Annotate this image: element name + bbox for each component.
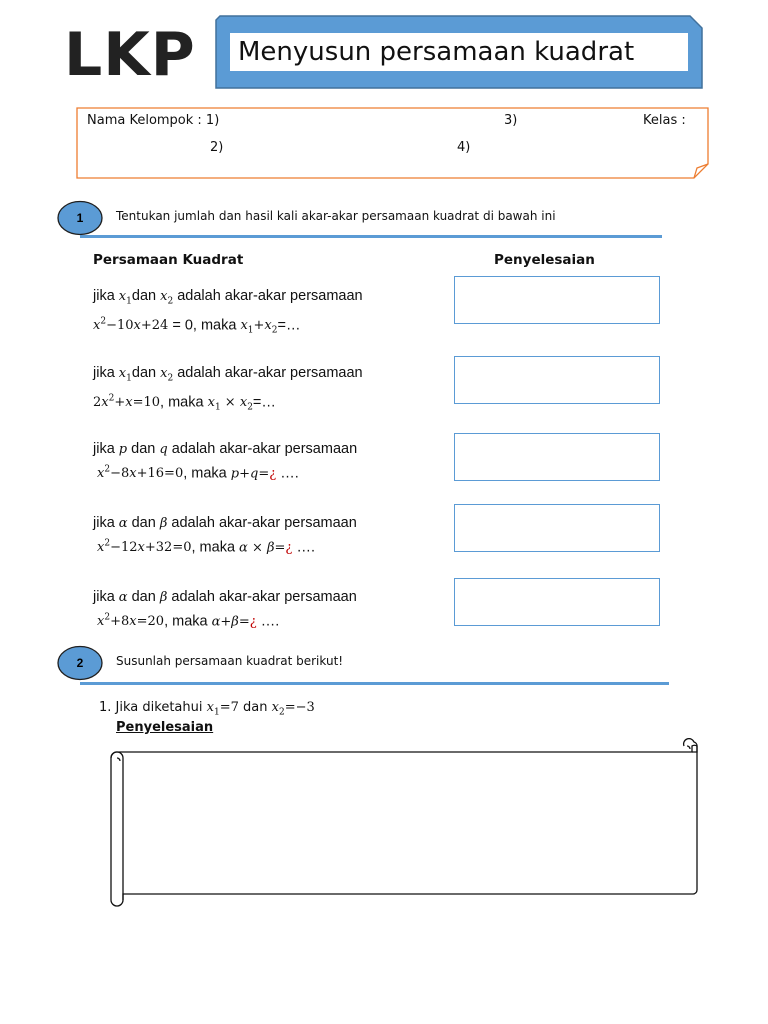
problem-5-line-1 [93,587,357,608]
section-1-underline [80,235,662,238]
problem-4 [93,513,357,558]
section-2-instruction: Susunlah persamaan kuadrat berikut! [116,654,344,668]
math-var: $x_2$ [160,366,174,384]
problem-3-line-2 [93,460,357,484]
item-number: 1. [99,700,112,715]
problem-text: adalah akar-akar persamaan [171,515,357,531]
problem-text: …. [280,465,299,482]
answer-box-4[interactable] [454,504,660,552]
math-var: β [159,516,168,531]
equation-2: $2x^2+x=10$ [93,393,161,410]
math-var: p [118,442,128,457]
nama-kelompok-label: Nama Kelompok : 1) [87,113,220,128]
x1-given: $x_1=7$ [206,700,239,718]
problem-text: jika [93,365,115,381]
kelas-label: Kelas : [643,113,686,128]
item-text: dan [243,700,268,715]
answer-box-2[interactable] [454,356,660,404]
problem-3 [93,439,357,484]
member-2-label: 2) [210,140,224,155]
problem-text: , maka [164,613,208,630]
problem-2 [93,363,363,418]
problem-text: dan [131,288,157,304]
problem-1-line-1 [93,286,363,312]
problem-text: dan [131,515,156,531]
ask-expression: $x_1 \times x_2$ [207,394,253,413]
problem-5-line-2 [93,608,357,632]
problem-text: , maka [191,539,236,556]
problem-1 [93,286,363,341]
problem-text: dan [131,441,156,457]
problem-text: dan [131,589,156,605]
ask-expression: p+q=¿ [230,466,277,482]
answer-box-1[interactable] [454,276,660,324]
penyelesaian-label: Penyelesaian [116,720,214,735]
item-text: Jika diketahui [115,700,203,715]
problem-text: adalah akar-akar persamaan [177,288,363,304]
column-header-persamaan: Persamaan Kuadrat [93,252,244,268]
math-var: q [159,442,168,457]
problem-text: …. [260,613,280,630]
problem-text: adalah akar-akar persamaan [177,365,363,381]
section-1-number: 1 [76,211,84,225]
member-3-label: 3) [504,113,518,128]
answer-box-3[interactable] [454,433,660,481]
x2-given: $x_2=-3$ [271,700,315,718]
problem-text: =… [252,393,276,410]
problem-text: = 0, maka [172,316,237,333]
problem-2-line-1 [93,363,363,389]
ask-expression: α × β=¿ [239,540,293,556]
section-2-badge [57,645,103,681]
math-var: $x_1$ [118,289,132,307]
section-2-underline [80,682,669,685]
problem-4-line-1 [93,513,357,534]
problem-text: jika [93,515,115,531]
section-1-instruction: Tentukan jumlah dan hasil kali akar-akar persamaan kuadrat di bawah ini [116,209,556,223]
lkp-logo: LKP [64,20,196,90]
math-var: $x_2$ [160,289,174,307]
answer-scroll[interactable] [106,738,700,912]
problem-text: , maka [183,465,227,482]
page-title: Menyusun persamaan kuadrat [230,33,688,71]
math-var: α [118,590,128,605]
problem-text: jika [93,441,115,457]
math-var: β [159,590,168,605]
problem-text: dan [131,365,157,381]
problem-text: adalah akar-akar persamaan [171,589,357,605]
equation-4: $x^2-12x+32=0$ [97,539,192,556]
member-4-label: 4) [457,140,471,155]
section-2-item-1 [99,700,315,718]
equation-3: $x^2-8x+16=0$ [97,465,184,482]
problem-5 [93,587,357,632]
equation-1: $x^2-10x+24$ [93,316,169,333]
column-header-penyelesaian: Penyelesaian [494,252,595,268]
ask-expression: $x_1+x_2$ [240,317,278,336]
problem-text: jika [93,288,115,304]
math-var: α [118,516,128,531]
ask-expression: α+β=¿ [211,614,257,630]
section-1-badge [57,200,103,236]
problem-text: =… [277,316,301,333]
problem-text: adalah akar-akar persamaan [171,441,358,457]
problem-3-line-1 [93,439,357,460]
answer-box-5[interactable] [454,578,660,626]
section-2-number: 2 [76,656,84,670]
problem-text: jika [93,589,115,605]
math-var: $x_1$ [118,366,132,384]
problem-text: , maka [160,393,204,410]
problem-text: …. [296,539,315,556]
problem-2-line-2 [93,389,363,418]
problem-4-line-2 [93,534,357,558]
equation-5: $x^2+8x=20$ [97,613,165,630]
problem-1-line-2 [93,312,363,341]
